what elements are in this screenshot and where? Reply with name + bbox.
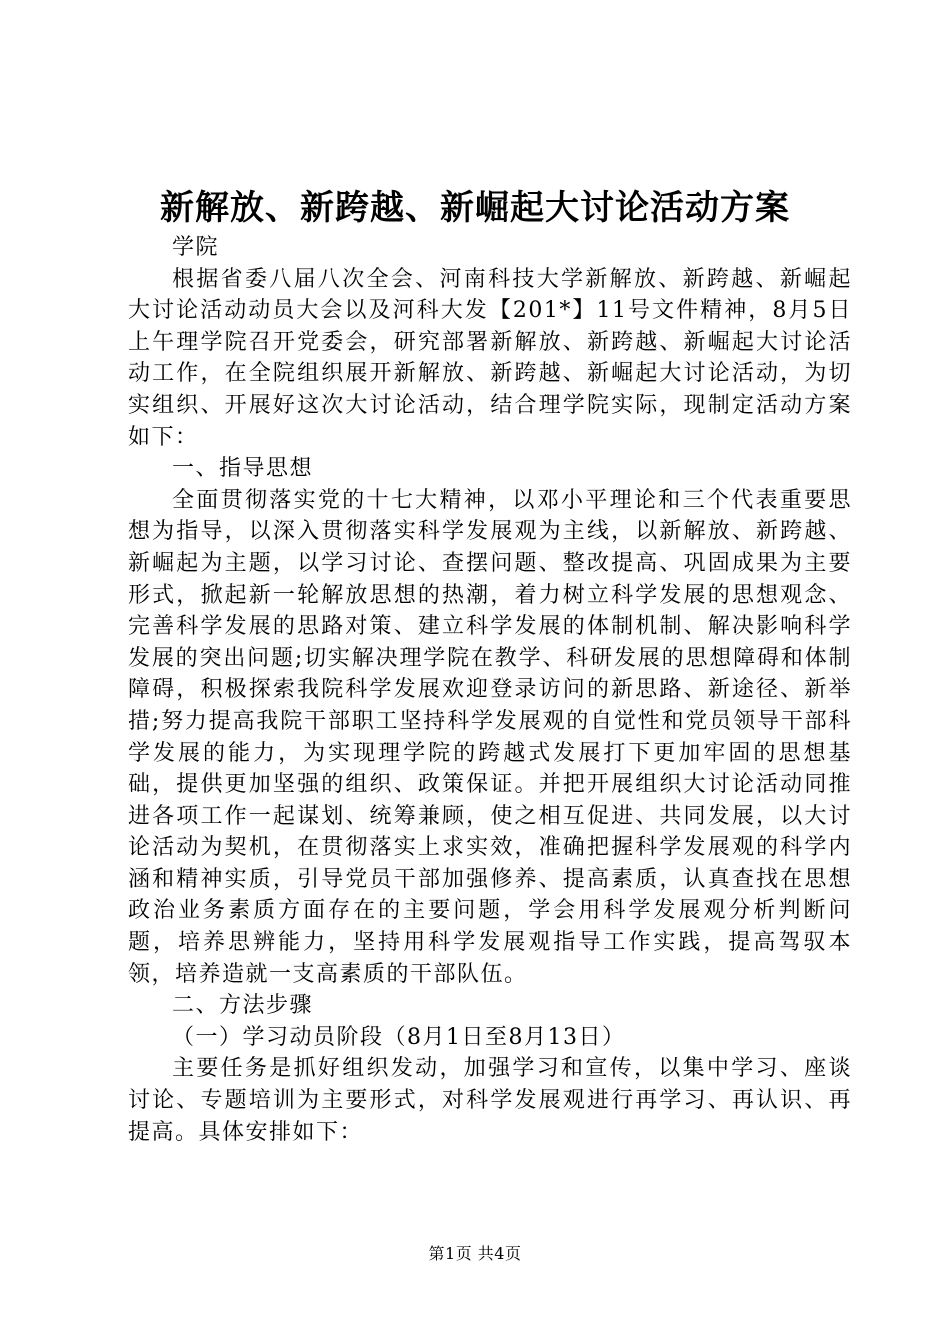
paragraph-introduction: 根据省委八届八次全会、河南科技大学新解放、新跨越、新崛起大讨论活动动员大会以及河科大发【201*】11号文件精神，8月5日上午理学院召开党委会，研究部署新解放、新跨越、新崛起大讨论活动工作，在全院组织展开新解放、新跨越、新崛起大讨论活动，为切实组织、开展好这次大讨论活动，结合理学院实际，现制定活动方案如下： <box>128 266 852 450</box>
paragraph-main-tasks: 主要任务是抓好组织发动，加强学习和宣传，以集中学习、座谈讨论、专题培训为主要形式，对科学发展观进行再学习、再认识、再提高。具体安排如下： <box>128 1056 852 1145</box>
section-heading-guiding-ideology: 一、指导思想 <box>172 456 314 482</box>
page-number-footer: 第1页 共4页 <box>428 1244 522 1263</box>
subsection-heading-study-mobilization: （一）学习动员阶段（8月1日至8月13日） <box>172 1024 626 1050</box>
document-title: 新解放、新跨越、新崛起大讨论活动方案 <box>160 188 790 228</box>
paragraph-department: 学院 <box>172 235 220 260</box>
paragraph-guiding-ideology: 全面贯彻落实党的十七大精神，以邓小平理论和三个代表重要思想为指导，以深入贯彻落实科学发展观为主线，以新解放、新跨越、新崛起为主题，以学习讨论、查摆问题、整改提高、巩固成果为主要形式，掀起新一轮解放思想的热潮，着力树立科学发展的思想观念、完善科学发展的思路对策、建立科学发展的体制机制、解决影响科学发展的突出问题;切实解决理学院在教学、科研发展的思想障碍和体制障碍，积极探索我院科学发展欢迎登录访问的新思路、新途径、新举措;努力提高我院干部职工坚持科学发展观的自觉性和党员领导干部科学发展的能力，为实现理学院的跨越式发展打下更加牢固的思想基础，提供更加坚强的组织、政策保证。并把开展组织大讨论活动同推进各项工作一起谋划、统筹兼顾，使之相互促进、共同发展，以大讨论活动为契机，在贯彻落实上求实效，准确把握科学发展观的科学内涵和精神实质，引导党员干部加强修养、提高素质，认真查找在思想政治业务素质方面存在的主要问题，学会用科学发展观分析判断问题，培养思辨能力，坚持用科学发展观指导工作实践，提高驾驭本领，培养造就一支高素质的干部队伍。 <box>128 487 852 987</box>
section-heading-methods-steps: 二、方法步骤 <box>172 993 314 1019</box>
document-body <box>128 232 852 1148</box>
